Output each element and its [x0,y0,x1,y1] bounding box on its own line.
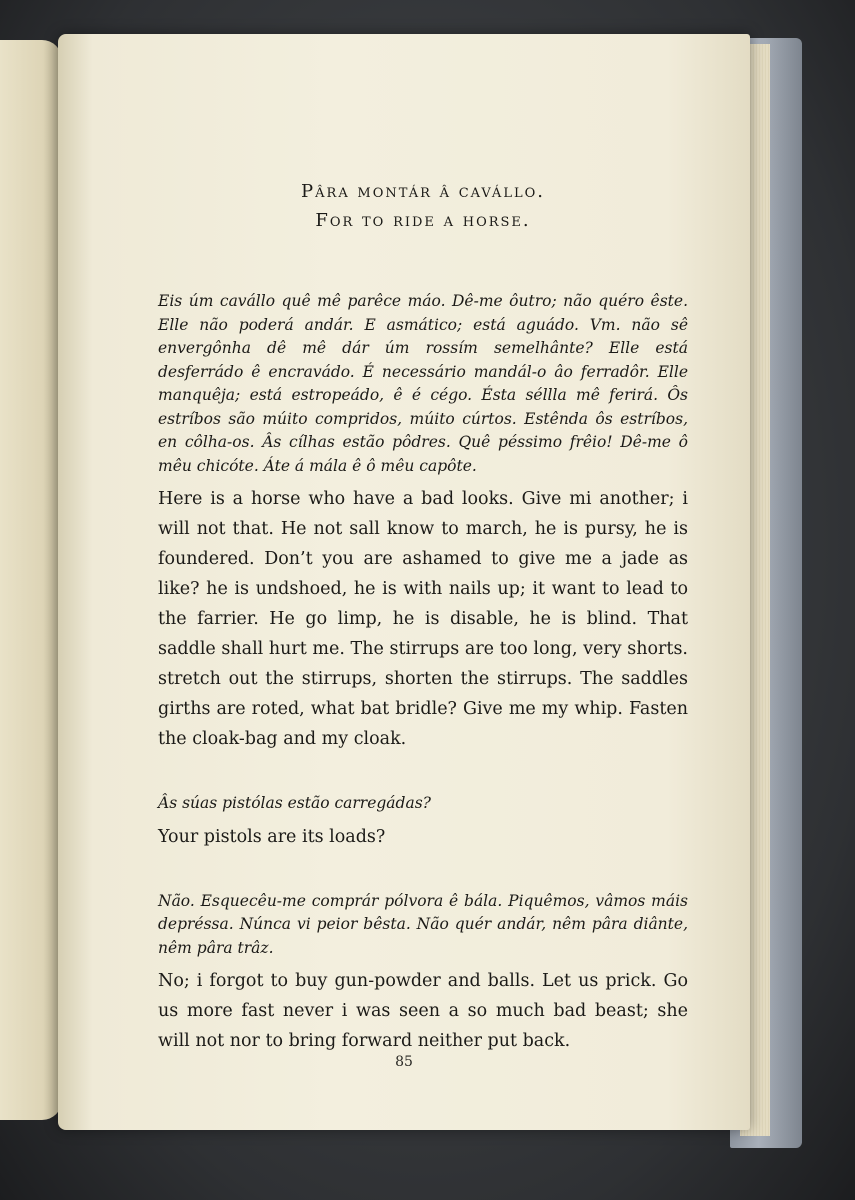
portuguese-text: Não. Esquecêu-me comprár pólvora ê bála. Piquêmos, vâmos máis depréssa. Núnca vi peior bêsta. Não quér andár, nêm pâra diânte, nêm pâra trâz. [158,891,688,957]
english-text: Here is a horse who have a bad looks. Give mi another; i will not that. He not sall know to march, he is pursy, he is foundered. Don’t you are ashamed to give me a jade as like? he is undshoed, he is with nails up; it want to lead to the farrier. He go limp, he is disable, he is blind. That saddle shall hurt me. The stirrups are too long, very shorts. stretch out the stirrups, shorten the stirrups. The saddles girths are roted, what bat bridle? Give me my whip. Fasten the cloak-bag and my cloak. [158,489,688,749]
page-number: 85 [395,1054,413,1070]
book-page [58,34,750,1130]
chapter-heading [158,177,688,235]
phrase-block-1 [158,290,688,754]
left-page [0,40,62,1120]
portuguese-text: Eis úm cavállo quê mê parêce máo. Dê-me ôutro; não quéro êste. Elle não poderá andár. E asmático; está aguádo. Vm. não sê envergônha dê mê dár úm rossím semelhânte? Elle está desferrádo ê encravádo. É necessário mandál-o âo ferradôr. Elle manquêja; está estropeádo, ê é cégo. Ésta séllla mê ferirá. Ôs estríbos são múito compridos, múito cúrtos. Estênda ôs estríbos, en côlha-os. Âs cílhas estão pôdres. Quê péssimo frêio! Dê-me ô mêu chicóte. Áte á mála ê ô mêu capôte. [158,292,688,475]
phrase-block-3 [158,890,688,1057]
portuguese-text: Âs súas pistólas estão carregádas? [158,794,431,812]
english-text: Your pistols are its loads? [158,826,386,847]
title-portuguese: Pâra montár â cavállo. [301,181,545,202]
phrase-block-2 [158,792,688,852]
title-english: For to ride a horse. [315,210,531,231]
english-text: No; i forgot to buy gun-powder and balls. Let us prick. Go us more fast never i was seen a so much bad beast; she will not nor to bring forward neither put back. [158,971,688,1051]
page-content [158,149,688,1094]
